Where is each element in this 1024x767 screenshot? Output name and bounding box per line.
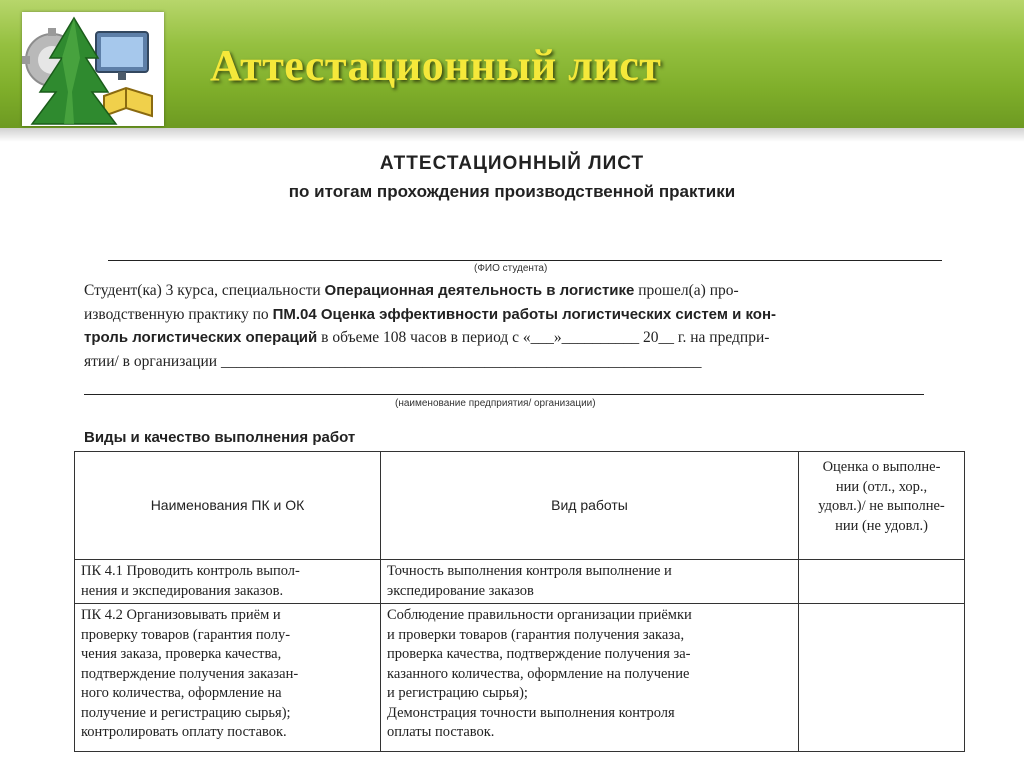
table-row [75,560,965,604]
cell-line: казанного количества, оформление на получение [387,665,690,682]
para-text: Студент(ка) 3 курса, специальности [84,282,325,299]
doc-title: АТТЕСТАЦИОННЫЙ ЛИСТ [379,153,645,174]
section-title: Виды и качество выполнения работ [84,429,356,446]
para-text: изводственную практику по [84,305,273,323]
rating-header-line: нии (отл., хор., [835,478,928,495]
para-line-3 [84,326,962,350]
cell-line: Демонстрация точности выполнения контроля [387,704,675,721]
cell-line: контролировать оплату поставок. [81,724,287,740]
cell-line: получение и регистрацию сырья); [81,704,291,721]
student-name-line [108,260,942,261]
module-name-cont: троль логистических операций [84,329,318,346]
organization-line [84,394,924,395]
table-header-row [75,452,965,560]
cell-line: чения заказа, проверка качества, [81,646,282,662]
cell-line: проверку товаров (гарантия полу- [81,626,291,643]
cell-line: ПК 4.1 Проводить контроль выпол- [81,563,300,579]
header-work: Вид работы [381,452,799,560]
para-line-1 [84,279,962,303]
table-row [75,604,965,752]
row1-competence [75,560,381,604]
row2-competence [75,604,381,752]
cell-line: нения и экспедирования заказов. [81,582,284,599]
cell-line: подтверждение получения заказан- [81,665,299,682]
row1-rating[interactable] [799,560,965,604]
para-line-4 [84,350,962,374]
cell-line: ПК 4.2 Организовывать приём и [81,607,281,623]
cell-line: проверка качества, подтверждение получения за- [387,646,691,662]
logo-icon [22,12,164,126]
cell-line: Точность выполнения контроля выполнение и [387,563,672,579]
para-line-2 [84,303,962,327]
cell-line: экспедирование заказов [387,582,534,599]
college-logo [22,12,164,126]
rating-header-line: удовл.)/ не выполне- [818,498,945,514]
header-title: Аттестационный лист [210,41,662,90]
header-rating [799,452,965,560]
module-name: ПМ.04 Оценка эффективности работы логистических систем и кон- [272,305,777,323]
cell-line: и проверки товаров (гарантия получения заказа, [387,626,685,643]
para-text: ятии/ в организации ______________________________________________________________ [84,352,702,370]
student-caption: (ФИО студента) [474,263,548,274]
works-table [74,451,965,752]
cell-line: ного количества, оформление на [81,685,282,701]
row2-rating[interactable] [799,604,965,752]
student-paragraph [84,279,962,373]
cell-line: и регистрацию сырья); [387,685,528,701]
header-shadow [0,128,1024,142]
row2-work [381,604,799,752]
organization-caption: (наименование предприятия/ организации) [395,398,596,409]
rating-header-line: нии (не удовл.) [835,517,928,534]
row1-work [381,560,799,604]
specialty-name: Операционная деятельность в логистике [324,282,635,299]
para-text: в объеме 108 часов в период с «___»__________ 20__ г. на предпри- [317,329,770,346]
attestation-document [0,142,1024,767]
cell-line: Соблюдение правильности организации приёмки [387,607,692,623]
header-competence: Наименования ПК и ОК [75,452,381,560]
cell-line: оплаты поставок. [387,724,495,740]
doc-subtitle: по итогам прохождения производственной практики [288,182,736,201]
rating-header-line: Оценка о выполне- [822,459,941,475]
para-text: прошел(а) про- [634,282,739,299]
